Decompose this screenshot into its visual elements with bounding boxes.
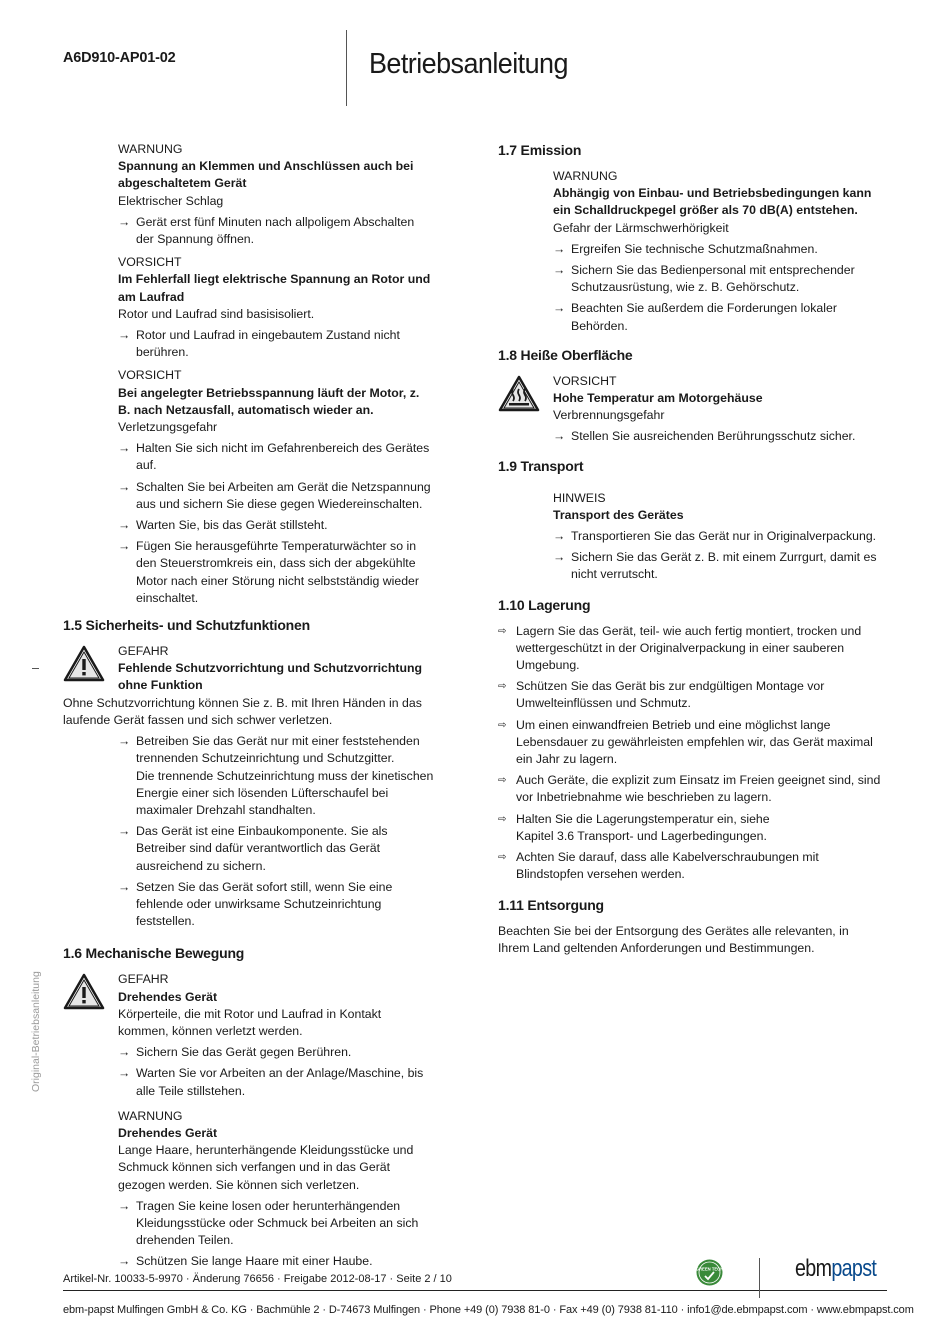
section-heading-1-5: 1.5 Sicherheits- und Schutzfunktionen — [63, 617, 310, 634]
hazard-text: Im Fehlerfall liegt elektrische Spannung an Rotor und am Laufrad — [118, 272, 431, 304]
left-column — [63, 141, 435, 1277]
action-item: → Gerät erst fünf Minuten nach allpoligem Abschalten der Spannung öffnen. — [118, 214, 415, 247]
pointer-arrow-icon: ⇨ — [498, 681, 507, 693]
list-item: ⇨ Halten Sie die Lagerungstemperatur ein, siehe Kapitel 3.6 Transport- und Lagerbedingungen. — [498, 811, 770, 843]
footer-company-info: ebm-papst Mulfingen GmbH & Co. KG · Bachmühle 2 · D-74673 Mulfingen · Phone +49 (0) 7938 81-0 · Fax +49 (0) 7938 81-110 · info1@de.ebmpapst.com · www.ebmpapst.com — [63, 1304, 914, 1316]
hazard-text: Abhängig von Einbau- und Betriebsbedingungen kann ein Schalldruckpegel größer als 70 dB(A) entstehen. — [553, 186, 872, 218]
footer-divider — [63, 1290, 887, 1291]
logo-divider — [759, 1258, 760, 1298]
section-heading-1-7: 1.7 Emission — [498, 142, 582, 158]
action-note: Die trennende Schutzeinrichtung muss der kinetischen Energie einer sich lösenden Lüfterschaufel bei maximaler Drehzahl standhalten. — [136, 768, 434, 817]
consequence-text: Verletzungsgefahr — [118, 420, 218, 435]
action-item: → Tragen Sie keine losen oder herunterhängenden Kleidungsstücke oder Schmuck bei Arbeiten an sich drehenden Teilen. — [118, 1198, 419, 1248]
signal-word: WARNUNG — [553, 169, 618, 183]
arrow-icon: → — [118, 214, 131, 229]
arrow-icon: → — [118, 1066, 131, 1081]
action-item: → Sichern Sie das Gerät z. B. mit einem Zurrgurt, damit es nicht verrutscht. — [553, 550, 877, 582]
arrow-icon: → — [118, 734, 131, 749]
action-item: → Rotor und Laufrad in eingebautem Zustand nicht berühren. — [118, 328, 400, 360]
hazard-text: Hohe Temperatur am Motorgehäuse — [553, 391, 763, 406]
arrow-icon: → — [118, 441, 131, 456]
pointer-arrow-icon: ⇨ — [498, 775, 507, 787]
hot-surface-icon — [498, 375, 540, 412]
greentech-label: GREEN TECH — [696, 1266, 723, 1272]
action-item: → Betreiben Sie das Gerät nur mit einer feststehenden trennenden Schutzeinrichtung und Schutzgitter. Die trennende Schutzeinrichtung muss der kinetischen Energie einer sich lösenden Lüfterschaufel bei maximaler Drehzahl standhalten. — [118, 734, 434, 817]
list-item: ⇨ Achten Sie darauf, dass alle Kabelverschraubungen mit Blindstopfen versehen werden. — [498, 850, 819, 882]
pointer-arrow-icon: ⇨ — [498, 719, 507, 731]
signal-word: HINWEIS — [553, 490, 606, 505]
arrow-icon: → — [118, 1198, 131, 1213]
arrow-icon: → — [118, 879, 131, 894]
safety-block-gefahr-guard — [63, 643, 435, 930]
signal-word: VORSICHT — [553, 373, 617, 388]
list-item: ⇨ Um einen einwandfreien Betrieb und eine möglichst lange Lebensdauer zu gewährleisten empfehlen wir, das Gerät maximal ein Jahr zu lagern. — [498, 717, 873, 767]
arrow-icon: → — [118, 1045, 131, 1060]
action-item: → Schützen Sie lange Haare mit einer Haube. — [118, 1253, 435, 1270]
disposal-text: Beachten Sie bei der Entsorgung des Gerätes alle relevanten, in Ihrem Land geltenden Anforderungen und Bestimmungen. — [498, 923, 849, 955]
page-title: Betriebsanleitung — [369, 48, 568, 80]
action-item: → Sichern Sie das Bedienpersonal mit entsprechender Schutzausrüstung, wie z. B. Gehörschutz. — [553, 263, 855, 295]
pointer-arrow-icon: ⇨ — [498, 852, 507, 864]
warning-triangle-icon — [63, 973, 105, 1010]
right-column — [498, 141, 883, 957]
safety-block-gefahr-rotating — [63, 971, 435, 1099]
note-block-transport — [498, 490, 883, 584]
consequence-text: Lange Haare, herunterhängende Kleidungsstücke und Schmuck können sich verfangen und in das Gerät gezogen werden. Sie können sich verletzen. — [118, 1143, 414, 1192]
side-margin-label: Original-Betriebsanleitung — [30, 971, 42, 1092]
hazard-text: Drehendes Gerät — [118, 989, 218, 1004]
safety-block-vorsicht-rotor — [63, 254, 435, 361]
consequence-text: Körperteile, die mit Rotor und Laufrad in Kontakt kommen, können verletzt werden. — [118, 1006, 382, 1038]
fold-mark — [32, 668, 39, 669]
header-divider — [346, 30, 347, 106]
action-item: → Schalten Sie bei Arbeiten am Gerät die Netzspannung aus und sichern Sie diese gegen Wiedereinschalten. — [118, 479, 431, 511]
action-item: → Beachten Sie außerdem die Forderungen lokaler Behörden. — [553, 301, 837, 333]
list-item: ⇨ Schützen Sie das Gerät bis zur endgültigen Montage vor Umwelteinflüssen und Schmutz. — [498, 679, 825, 711]
action-item: → Das Gerät ist eine Einbaukomponente. Sie als Betreiber sind dafür verantwortlich das Gerät ausreichend zu sichern. — [118, 824, 388, 873]
pointer-arrow-icon: ⇨ — [498, 625, 507, 637]
action-item: → Transportieren Sie das Gerät nur in Originalverpackung. — [553, 528, 883, 545]
action-item: → Warten Sie vor Arbeiten an der Anlage/Maschine, bis alle Teile stillstehen. — [118, 1066, 424, 1098]
warning-triangle-icon — [63, 645, 105, 682]
signal-word: GEFAHR — [118, 644, 169, 659]
arrow-icon: → — [553, 241, 566, 256]
section-heading-1-10: 1.10 Lagerung — [498, 596, 591, 613]
section-heading-1-11: 1.11 Entsorgung — [498, 896, 604, 913]
safety-block-warnung-rotating — [63, 1108, 435, 1271]
hazard-text: Fehlende Schutzvorrichtung und Schutzvorrichtung ohne Funktion — [118, 661, 423, 693]
arrow-icon: → — [553, 429, 566, 444]
greentech-badge-icon — [696, 1259, 723, 1286]
arrow-icon: → — [118, 328, 131, 343]
consequence-text: Gefahr der Lärmschwerhörigkeit — [553, 220, 729, 235]
consequence-text: Verbrennungsgefahr — [553, 408, 665, 423]
signal-word: VORSICHT — [118, 255, 182, 270]
action-item: → Setzen Sie das Gerät sofort still, wenn Sie eine fehlende oder unwirksame Schutzeinrichtung feststellen. — [118, 879, 393, 929]
arrow-icon: → — [553, 550, 566, 565]
action-item: → Fügen Sie herausgeführte Temperaturwächter so in den Steuerstromkreis ein, dass sich der abgekühlte Motor nach einer Störung nicht selbstständig wieder einschaltet. — [118, 539, 419, 605]
hazard-text: Transport des Gerätes — [553, 507, 684, 522]
signal-word: WARNUNG — [118, 1108, 183, 1123]
document-id: A6D910-AP01-02 — [63, 50, 176, 66]
arrow-icon: → — [553, 301, 566, 316]
consequence-text: Rotor und Laufrad sind basisisoliert. — [118, 306, 315, 321]
signal-word: WARNUNG — [118, 142, 183, 156]
consequence-text: Ohne Schutzvorrichtung können Sie z. B. mit Ihren Händen in das laufende Gerät fassen und sich schwer verletzen. — [63, 695, 422, 727]
action-item: → Warten Sie, bis das Gerät stillsteht. — [118, 517, 435, 534]
list-item: ⇨ Lagern Sie das Gerät, teil- wie auch fertig montiert, trocken und wettergeschützt in der Originalverpackung in einer sauberen Umgebung. — [498, 623, 862, 673]
hazard-text: Bei angelegter Betriebsspannung läuft der Motor, z. B. nach Netzausfall, automatisch wieder an. — [118, 385, 420, 417]
storage-list — [498, 623, 883, 884]
arrow-icon: → — [118, 479, 131, 494]
safety-block-vorsicht-restart — [63, 367, 435, 607]
consequence-text: Elektrischer Schlag — [118, 193, 224, 208]
section-heading-1-9: 1.9 Transport — [498, 457, 584, 474]
arrow-icon: → — [118, 824, 131, 839]
arrow-icon: → — [118, 1254, 131, 1269]
hazard-text: Spannung an Klemmen und Anschlüssen auch bei abgeschaltetem Gerät — [118, 159, 414, 191]
action-item: → Sichern Sie das Gerät gegen Berühren. — [118, 1044, 435, 1061]
signal-word: VORSICHT — [118, 368, 182, 383]
signal-word: GEFAHR — [118, 972, 169, 987]
arrow-icon: → — [118, 539, 131, 554]
pointer-arrow-icon: ⇨ — [498, 813, 507, 825]
arrow-icon: → — [553, 263, 566, 278]
ebmpapst-logo: ebmpapst — [795, 1255, 877, 1282]
list-item: ⇨ Auch Geräte, die explizit zum Einsatz im Freien geeignet sind, sind vor Inbetriebnahme wie beschrieben zu lagern. — [498, 773, 881, 805]
footer-article-info: Artikel-Nr. 10033-5-9970 · Änderung 76656 · Freigabe 2012-08-17 · Seite 2 / 10 — [63, 1273, 452, 1285]
safety-block-vorsicht-hot — [498, 373, 883, 446]
arrow-icon: → — [553, 529, 566, 544]
action-item: → Ergreifen Sie technische Schutzmaßnahmen. — [553, 241, 883, 258]
section-heading-1-6: 1.6 Mechanische Bewegung — [63, 945, 245, 962]
safety-block-warnung-voltage — [63, 141, 435, 248]
chapter-reference: Kapitel 3.6 Transport- und Lagerbedingungen. — [516, 828, 767, 843]
section-heading-1-8: 1.8 Heiße Oberfläche — [498, 346, 633, 363]
hazard-text: Drehendes Gerät — [118, 1125, 218, 1140]
safety-block-warnung-noise — [498, 168, 883, 335]
action-item: → Stellen Sie ausreichenden Berührungsschutz sicher. — [553, 428, 883, 445]
action-item: → Halten Sie sich nicht im Gefahrenbereich des Gerätes auf. — [118, 441, 430, 473]
arrow-icon: → — [118, 518, 131, 533]
